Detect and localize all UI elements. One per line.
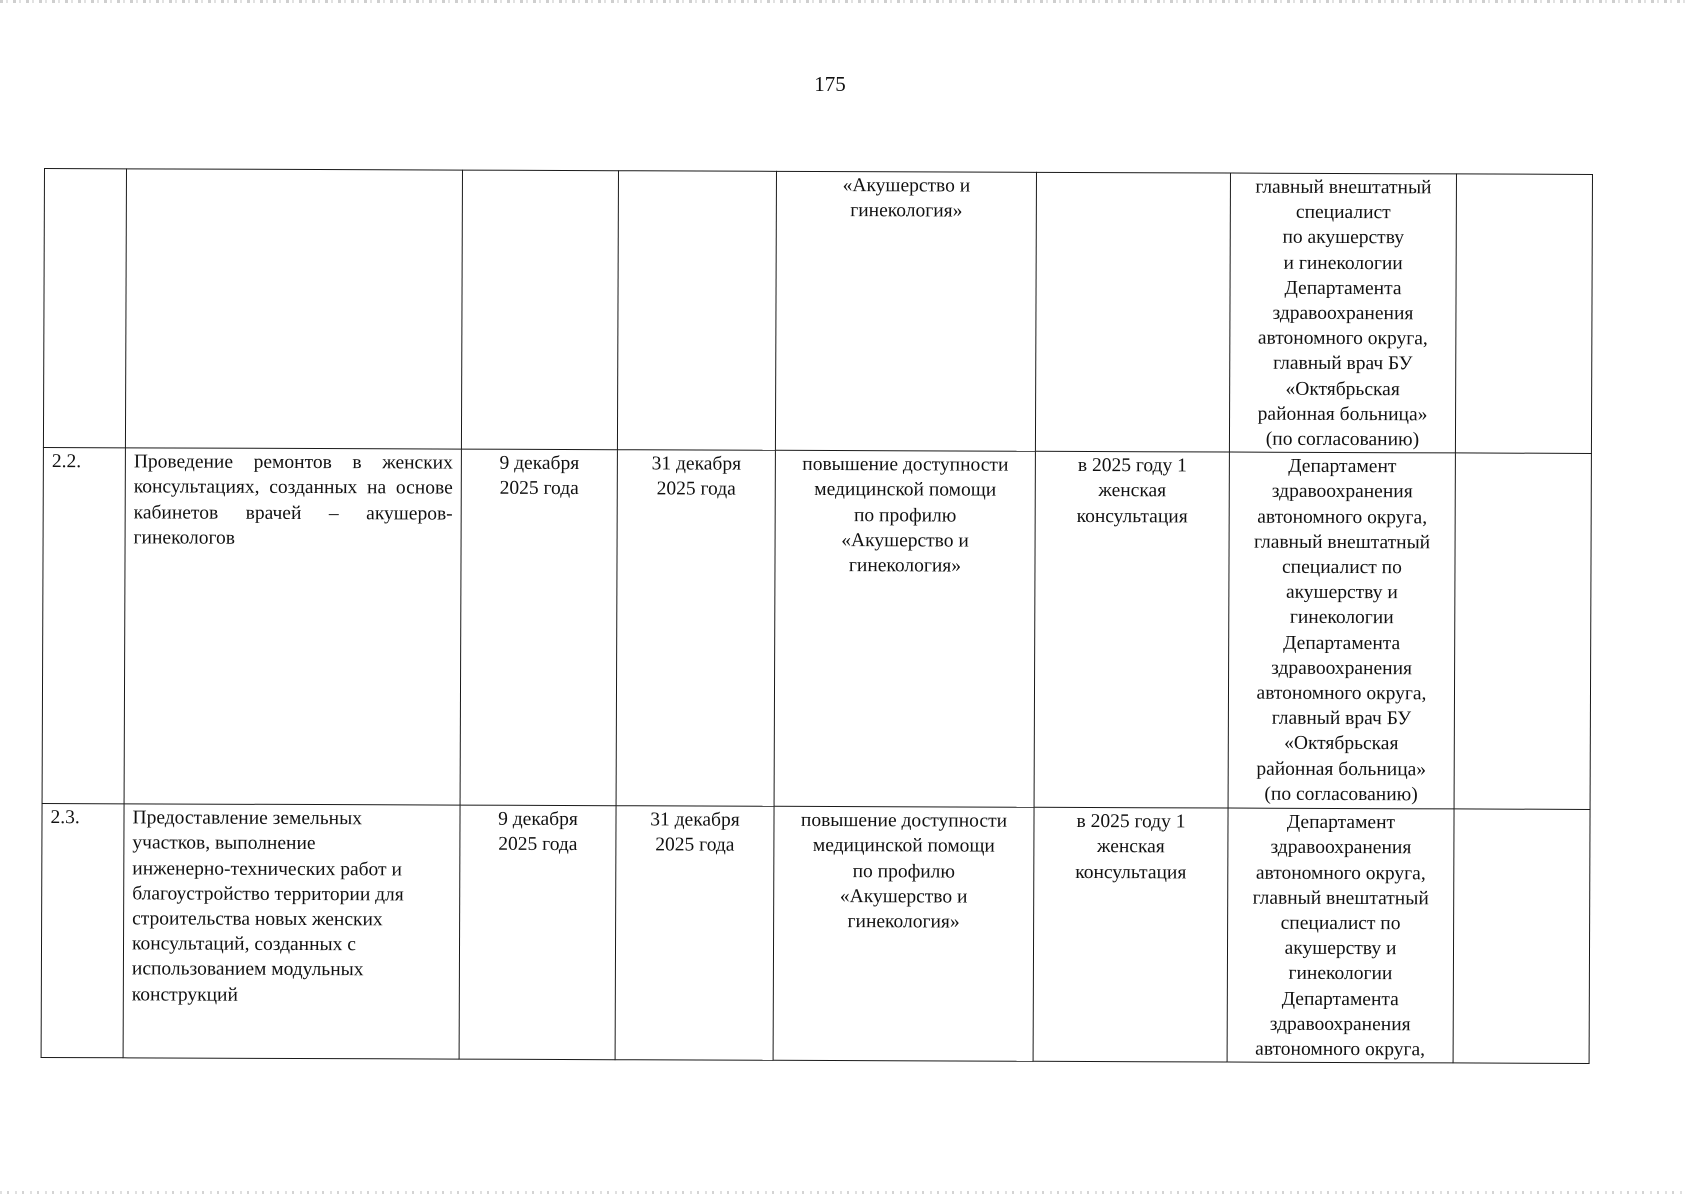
text-line: главный внештатный xyxy=(1255,176,1432,199)
text-line: Департамента xyxy=(1281,988,1399,1010)
text-line: главный врач БУ xyxy=(1271,707,1412,730)
text-line: главный внештатный xyxy=(1252,887,1429,910)
text-line: «Акушерство и xyxy=(841,529,969,552)
text-line: 9 декабря xyxy=(498,808,578,831)
text-line: автономного округа, xyxy=(1257,327,1428,350)
text-line: специалист по xyxy=(1281,556,1402,579)
cell-number: 2.2. xyxy=(42,448,125,804)
cell-result xyxy=(774,451,1035,808)
text-line: акушерству и xyxy=(1284,938,1397,960)
text-line: консультация xyxy=(1076,505,1188,528)
page-number: 175 xyxy=(814,72,846,96)
cell-start-date xyxy=(460,449,617,806)
text-line: строительства новых женских xyxy=(132,908,383,931)
text-line: здравоохранения xyxy=(1271,481,1413,503)
text-line: автономного округа, xyxy=(1256,682,1427,705)
text-line: и гинекологии xyxy=(1283,252,1403,274)
cell-start-date xyxy=(461,170,618,450)
text-line: гинекологии xyxy=(1289,607,1394,629)
table-row xyxy=(41,804,1590,1064)
table-row xyxy=(43,169,1592,454)
cell-number xyxy=(43,169,126,449)
text-line: акушерству и xyxy=(1285,582,1398,604)
cell-event xyxy=(123,804,460,1059)
text-line: главный внештатный xyxy=(1253,531,1431,554)
text-line: 9 декабря xyxy=(499,452,580,475)
text-line: здравоохранения xyxy=(1269,1013,1411,1036)
text-line: 31 декабря xyxy=(651,453,742,475)
scan-edge-bottom xyxy=(0,1191,1686,1194)
text-line: «Октябрьская xyxy=(1285,378,1400,400)
cell-number: 2.3. xyxy=(41,804,124,1058)
cell-event xyxy=(125,169,462,450)
text-line: медицинской помощи xyxy=(812,835,995,858)
text-line: «Акушерство и xyxy=(842,175,971,197)
text-line: (по согласованию) xyxy=(1265,428,1420,451)
text-line: здравоохранения xyxy=(1271,657,1413,680)
text-line: по профилю xyxy=(853,504,957,527)
text-line: «Октябрьская xyxy=(1284,733,1399,755)
text-line: конструкций xyxy=(131,983,238,1006)
text-line: (по согласованию) xyxy=(1264,783,1418,806)
text-line: «Акушерство и xyxy=(839,885,968,908)
text-line: в 2025 году 1 xyxy=(1076,811,1186,833)
text-line: специалист по xyxy=(1280,912,1401,935)
text-line: инженерно-технических работ и xyxy=(132,857,402,881)
text-line: Предоставление земельных xyxy=(132,807,363,830)
text-line: использованием модульных xyxy=(131,958,364,981)
cell-note xyxy=(1454,453,1591,810)
cell-indicator xyxy=(1034,452,1229,809)
cell-event: Проведение ремонтов в женских консультациях, созданных на основе кабинетов врачей – акушеров-гинекологов xyxy=(124,448,461,805)
text-line: 2025 года xyxy=(655,834,735,857)
text-line: по акушерству xyxy=(1282,227,1405,249)
cell-note xyxy=(1455,174,1592,454)
text-line: районная больница» xyxy=(1256,758,1427,780)
text-line: 2025 года xyxy=(656,478,736,501)
text-line: в 2025 году 1 xyxy=(1077,455,1187,477)
cell-end-date xyxy=(617,171,776,451)
table-row xyxy=(42,448,1591,810)
text-line: гинекологии xyxy=(1288,963,1393,985)
text-line: женская xyxy=(1098,480,1167,502)
text-line: главный врач БУ xyxy=(1273,353,1413,375)
text-line: участков, выполнение xyxy=(132,832,316,855)
text-line: автономного округа, xyxy=(1255,862,1426,884)
text-line: консультаций, созданных с xyxy=(131,933,356,956)
text-line: женская xyxy=(1096,836,1165,858)
text-line: автономного округа, xyxy=(1255,1038,1426,1061)
text-line: Департамента xyxy=(1284,277,1402,300)
cell-start-date xyxy=(459,805,616,1060)
text-line: здравоохранения xyxy=(1272,302,1414,325)
cell-indicator xyxy=(1033,808,1228,1063)
text-line: специалист xyxy=(1295,202,1391,224)
cell-end-date xyxy=(616,450,775,807)
text-line: гинекология» xyxy=(850,200,963,222)
text-line: медицинской помощи xyxy=(814,479,997,502)
measures-table xyxy=(41,168,1593,1064)
text-line: 2025 года xyxy=(499,478,579,500)
cell-responsible xyxy=(1229,173,1456,453)
text-line: 2025 года xyxy=(498,834,578,856)
text-line: повышение доступности xyxy=(802,454,1009,476)
text-line: повышение доступности xyxy=(800,810,1008,832)
text-line: районная больница» xyxy=(1257,403,1428,426)
cell-indicator xyxy=(1035,172,1230,452)
text-line: гинекология» xyxy=(847,911,960,933)
text-line: 31 декабря xyxy=(650,809,740,831)
text-line: здравоохранения xyxy=(1270,837,1412,859)
cell-responsible xyxy=(1227,808,1454,1063)
text-line: Департамента xyxy=(1283,632,1401,654)
cell-result xyxy=(775,171,1036,451)
text-line: автономного округа, xyxy=(1257,506,1428,528)
text-line: по профилю xyxy=(852,860,956,883)
cell-end-date xyxy=(615,806,774,1061)
cell-note xyxy=(1453,809,1590,1064)
cell-responsible xyxy=(1228,452,1455,809)
text-line: консультация xyxy=(1075,861,1187,884)
text-line: гинекология» xyxy=(848,555,962,577)
scan-edge-top xyxy=(0,0,1686,3)
cell-result xyxy=(773,807,1034,1062)
text-line: благоустройство территории для xyxy=(132,883,404,906)
text-line: Департамент xyxy=(1286,812,1396,834)
text-line: Департамент xyxy=(1288,456,1397,478)
